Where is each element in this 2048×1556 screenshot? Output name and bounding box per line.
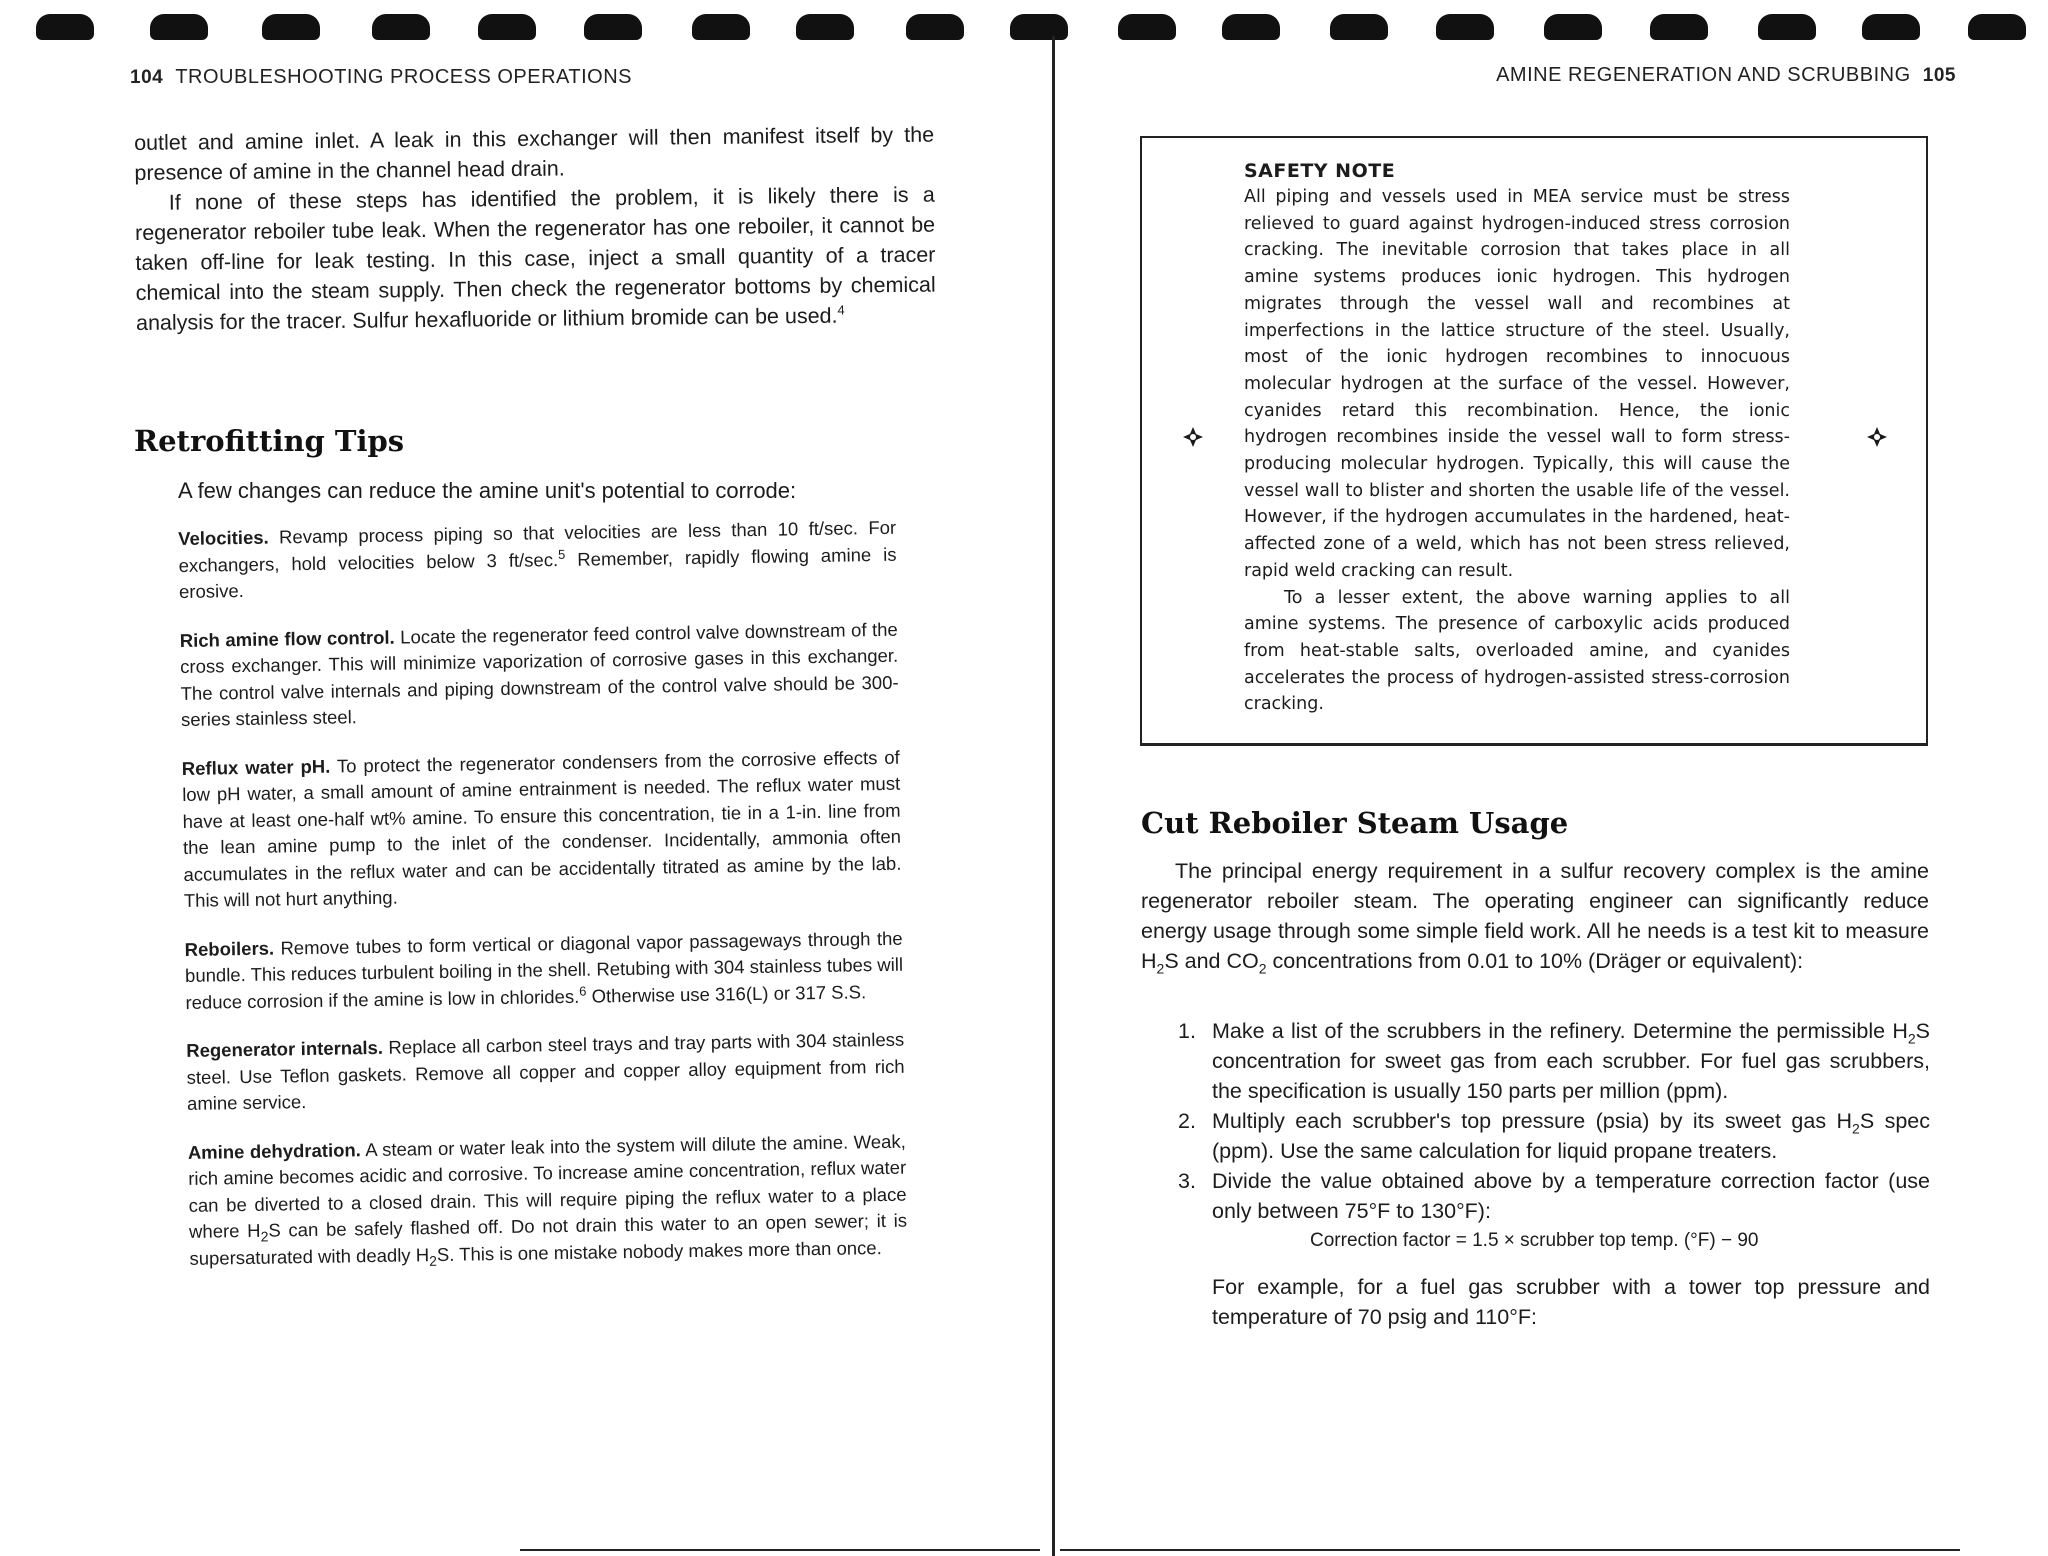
tip-text: A steam or water leak into the system will dilute the amine. Weak, rich amine becomes acidic and corrosive. To increase amine concentration, reflux water can be diverted to a closed drain. This will require piping the reflux water to a place where H: [188, 1130, 907, 1242]
steps-list: [1178, 1016, 1930, 1226]
binding-hole: [1436, 14, 1494, 40]
right-running-head: [1496, 64, 1956, 87]
binding-hole: [1758, 14, 1816, 40]
paragraph: [135, 180, 937, 338]
safety-paragraph: To a lesser extent, the above warning applies to all amine systems. The presence of carboxylic acids produced from heat-stable salts, overloaded amine, and cyanides accelerates the process of hydrogen-assisted stress-corrosion cracking.: [1244, 587, 1790, 715]
subscript: 2: [1156, 960, 1165, 977]
tip-item: [184, 925, 903, 1016]
ornament-icon: [1866, 426, 1888, 448]
binding-hole: [1544, 14, 1602, 40]
subscript: 2: [429, 1252, 438, 1269]
safety-note-title: SAFETY NOTE: [1244, 160, 1396, 182]
step-number: 3.: [1178, 1169, 1196, 1193]
safety-paragraph: All piping and vessels used in MEA service must be stress relieved to guard against hydrogen-induced stress corrosion cracking. The inevitable corrosion that takes place in all amine systems produces ionic hydrogen. This hydrogen migrates through the vessel wall and recombines at imperfections in the lattice structure of the steel. Usually, most of the ionic hydrogen recombines to innocuous molecular hydrogen at the surface of the vessel. However, cyanides retard this recombination. Hence, the ionic hydrogen recombines inside the vessel wall to form stress-producing molecular hydrogen. Typically, this will cause the vessel wall to blister and shorten the usable life of the vessel. However, if the hydrogen accumulates in the hardened, heat-affected zone of a weld, which has not been stress relieved, rapid weld cracking can result.: [1244, 187, 1790, 581]
section-intro: [1141, 856, 1929, 976]
binding-hole: [1862, 14, 1920, 40]
running-title: AMINE REGENERATION AND SCRUBBING: [1496, 64, 1911, 86]
page-number: 104: [130, 67, 164, 88]
tip-text: Replace all carbon steel trays and tray parts with 304 stainless steel. Use Teflon gaskets. Remove all copper and copper alloy equipment from rich amine service.: [186, 1028, 905, 1114]
tip-term: Velocities.: [178, 526, 269, 549]
subscript: 2: [1258, 960, 1267, 977]
tip-text: Locate the regenerator feed control valve downstream of the cross exchanger. This will minimize vaporization of corrosive gases in this exchanger. The control valve internals and piping downstream of the control valve should be 300-series stainless steel.: [180, 618, 899, 730]
left-running-head: [130, 66, 632, 89]
tip-text: Revamp process piping so that velocities are less than 10 ft/sec. For exchangers, hold velocities below 3 ft/sec.: [178, 516, 897, 576]
tip-item: [178, 515, 897, 606]
tip-text: Otherwise use 316(L) or 317 S.S.: [586, 980, 867, 1007]
tip-term: Rich amine flow control.: [179, 626, 395, 651]
tip-term: Amine dehydration.: [187, 1138, 362, 1163]
tip-item: [188, 1128, 908, 1272]
section-heading: Retrofitting Tips: [134, 424, 405, 458]
step-text: Make a list of the scrubbers in the refinery. Determine the permissible H: [1212, 1019, 1908, 1043]
footnote-ref: 6: [579, 982, 587, 999]
safety-note-box: [1140, 136, 1928, 746]
footnote-ref: 5: [557, 546, 566, 562]
step-item: [1178, 1166, 1930, 1226]
tip-item: [186, 1027, 905, 1118]
step-text: Divide the value obtained above by a temperature correction factor (use only between 75°F to 130°F):: [1212, 1169, 1930, 1223]
tip-text: Remember, rapidly flowing amine is erosive.: [178, 543, 897, 602]
binding-hole: [1330, 14, 1388, 40]
running-title: TROUBLESHOOTING PROCESS OPERATIONS: [175, 66, 633, 88]
step-text: S spec (ppm). Use the same calculation for liquid propane treaters.: [1212, 1109, 1930, 1163]
binding-hole: [1650, 14, 1708, 40]
subscript: 2: [260, 1228, 269, 1245]
tip-term: Reboilers.: [184, 937, 275, 960]
tip-item: [180, 616, 900, 733]
tip-text: Remove tubes to form vertical or diagonal vapor passageways through the bundle. This reduces turbulent boiling in the shell. Retubing with 304 stainless tubes will reduce corrosion if the amine is low in chlorides.: [184, 927, 904, 1013]
tip-text: To protect the regenerator condensers from the corrosive effects of low pH water, a small amount of amine entrainment is needed. The reflux water must have at least one-half wt% amine. To ensure this concentration, tie in a 1-in. line from the lean amine pump to the inlet of the condenser. Incidentally, ammonia often accumulates in the reflux water and can be accidentally titrated as amine by the lab. This will not hurt anything.: [182, 746, 902, 911]
tip-item: [182, 744, 902, 914]
paragraph-text: If none of these steps has identified the problem, it is likely there is a regenerator reboiler tube leak. When the regenerator has one reboiler, it cannot be taken off-line for leak testing. In this case, inject a small quantity of a tracer chemical into the steam supply. Then check the regenerator bottoms by chemical analysis for the tracer. Sulfur hexafluoride or lithium bromide can be used.: [134, 182, 936, 335]
binding-hole: [1968, 14, 2026, 40]
step-text: Multiply each scrubber's top pressure (psia) by its sweet gas H: [1212, 1109, 1853, 1133]
example-paragraph: For example, for a fuel gas scrubber with a tower top pressure and temperature of 70 psig and 110°F:: [1212, 1275, 1930, 1329]
ornament-icon: [1182, 426, 1204, 448]
section-intro: A few changes can reduce the amine unit's potential to corrode:: [178, 478, 797, 503]
step-number: 1.: [1178, 1019, 1196, 1043]
subscript: 2: [1907, 1030, 1916, 1047]
subscript: 2: [1852, 1120, 1860, 1137]
page-number: 105: [1922, 65, 1956, 86]
step-text: S concentration for sweet gas from each scrubber. For fuel gas scrubbers, the specification is usually 150 parts per million (ppm).: [1212, 1019, 1930, 1103]
paragraph-text: The principal energy requirement in a sulfur recovery complex is the amine regenerator reboiler steam. The operating engineer can significantly reduce energy usage through some simple field work. All he needs is a test kit to measure H: [1141, 859, 1929, 973]
page-gutter: [1052, 36, 1055, 1556]
paragraph-text: S and CO: [1164, 949, 1259, 973]
footnote-ref: 4: [837, 302, 845, 318]
intro-text: [134, 120, 936, 338]
tip-term: Regenerator internals.: [186, 1036, 384, 1061]
paragraph-text: concentrations from 0.01 to 10% (Dräger or equivalent):: [1266, 949, 1804, 973]
tip-text: S can be safely flashed off. Do not drain this water to an open sewer; it is supersaturated with deadly H: [189, 1209, 908, 1269]
tip-term: Reflux water pH.: [181, 755, 331, 779]
tip-text: S. This is one mistake nobody makes more than once.: [436, 1236, 882, 1265]
paragraph-text: outlet and amine inlet. A leak in this exchanger will then manifest itself by the presence of amine in the channel head drain.: [134, 122, 935, 185]
step-item: [1178, 1106, 1930, 1166]
safety-note-content: [1244, 160, 1790, 718]
formula: Correction factor = 1.5 × scrubber top temp. (°F) − 90: [1310, 1230, 1759, 1251]
step-number: 2.: [1178, 1109, 1196, 1133]
tips-list: [178, 515, 908, 1294]
step-item: [1178, 1016, 1930, 1106]
section-heading: Cut Reboiler Steam Usage: [1141, 806, 1569, 840]
binding-hole: [1118, 14, 1176, 40]
bottom-edge-right: [1060, 1549, 1960, 1551]
paragraph: [134, 120, 935, 188]
binding-hole: [1222, 14, 1280, 40]
